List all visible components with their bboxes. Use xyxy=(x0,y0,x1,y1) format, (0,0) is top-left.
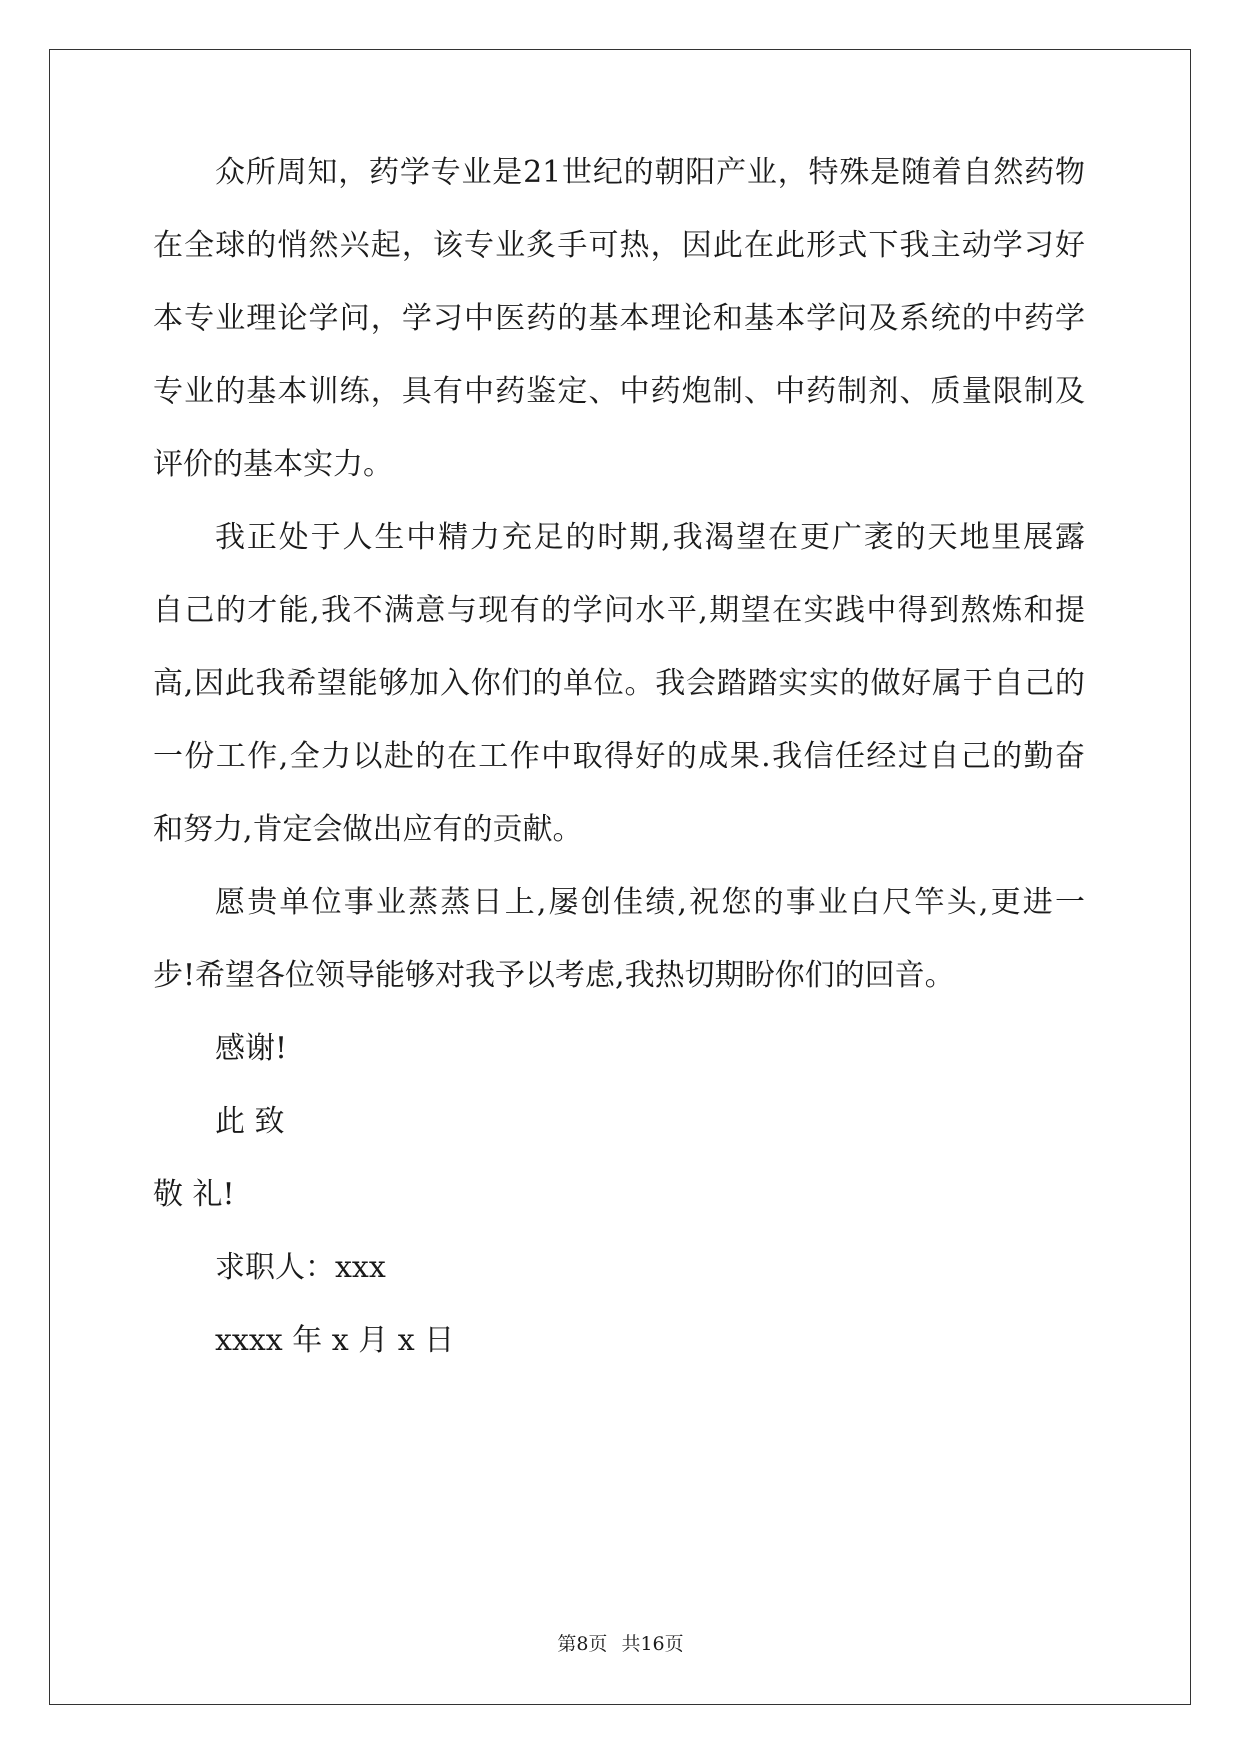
paragraph-1-line-4: 专业的基本训练，具有中药鉴定、中药炮制、中药制剂、质量限制及 xyxy=(153,374,1085,409)
paragraph-3-line-2: 步!希望各位领导能够对我予以考虑,我热切期盼你们的回音。 xyxy=(153,958,955,993)
page-footer xyxy=(0,1632,1241,1656)
paragraph-1-line-1: 众所周知，药学专业是21世纪的朝阳产业，特殊是随着自然药物 xyxy=(215,155,1085,190)
paragraph-3-line-1: 愿贵单位事业蒸蒸日上,屡创佳绩,祝您的事业白尺竿头,更进一 xyxy=(215,885,1085,920)
page-total: 共16页 xyxy=(621,1633,684,1655)
paragraph-2-line-1: 我正处于人生中精力充足的时期,我渴望在更广袤的天地里展露 xyxy=(215,520,1085,555)
page-border xyxy=(49,49,1191,1705)
paragraph-2-line-4: 一份工作,全力以赴的在工作中取得好的成果.我信任经过自己的勤奋 xyxy=(153,739,1085,774)
paragraph-2-line-3: 高,因此我希望能够加入你们的单位。我会踏踏实实的做好属于自己的 xyxy=(153,666,1085,701)
paragraph-2-line-5: 和努力,肯定会做出应有的贡献。 xyxy=(153,812,583,847)
paragraph-1-line-5: 评价的基本实力。 xyxy=(153,447,393,482)
thanks-line: 感谢! xyxy=(215,1031,288,1066)
paragraph-1-line-2: 在全球的悄然兴起，该专业炙手可热，因此在此形式下我主动学习好 xyxy=(153,228,1085,263)
applicant-signature: 求职人：xxx xyxy=(215,1250,386,1285)
letter-date: xxxx 年 x 月 x 日 xyxy=(215,1323,455,1358)
salutation-line-1: 此 致 xyxy=(215,1104,285,1139)
page-number: 第8页 xyxy=(557,1633,608,1655)
paragraph-1-line-3: 本专业理论学问，学习中医药的基本理论和基本学问及系统的中药学 xyxy=(153,301,1085,336)
salutation-line-2: 敬 礼! xyxy=(153,1177,235,1212)
paragraph-2-line-2: 自己的才能,我不满意与现有的学问水平,期望在实践中得到熬炼和提 xyxy=(153,593,1085,628)
